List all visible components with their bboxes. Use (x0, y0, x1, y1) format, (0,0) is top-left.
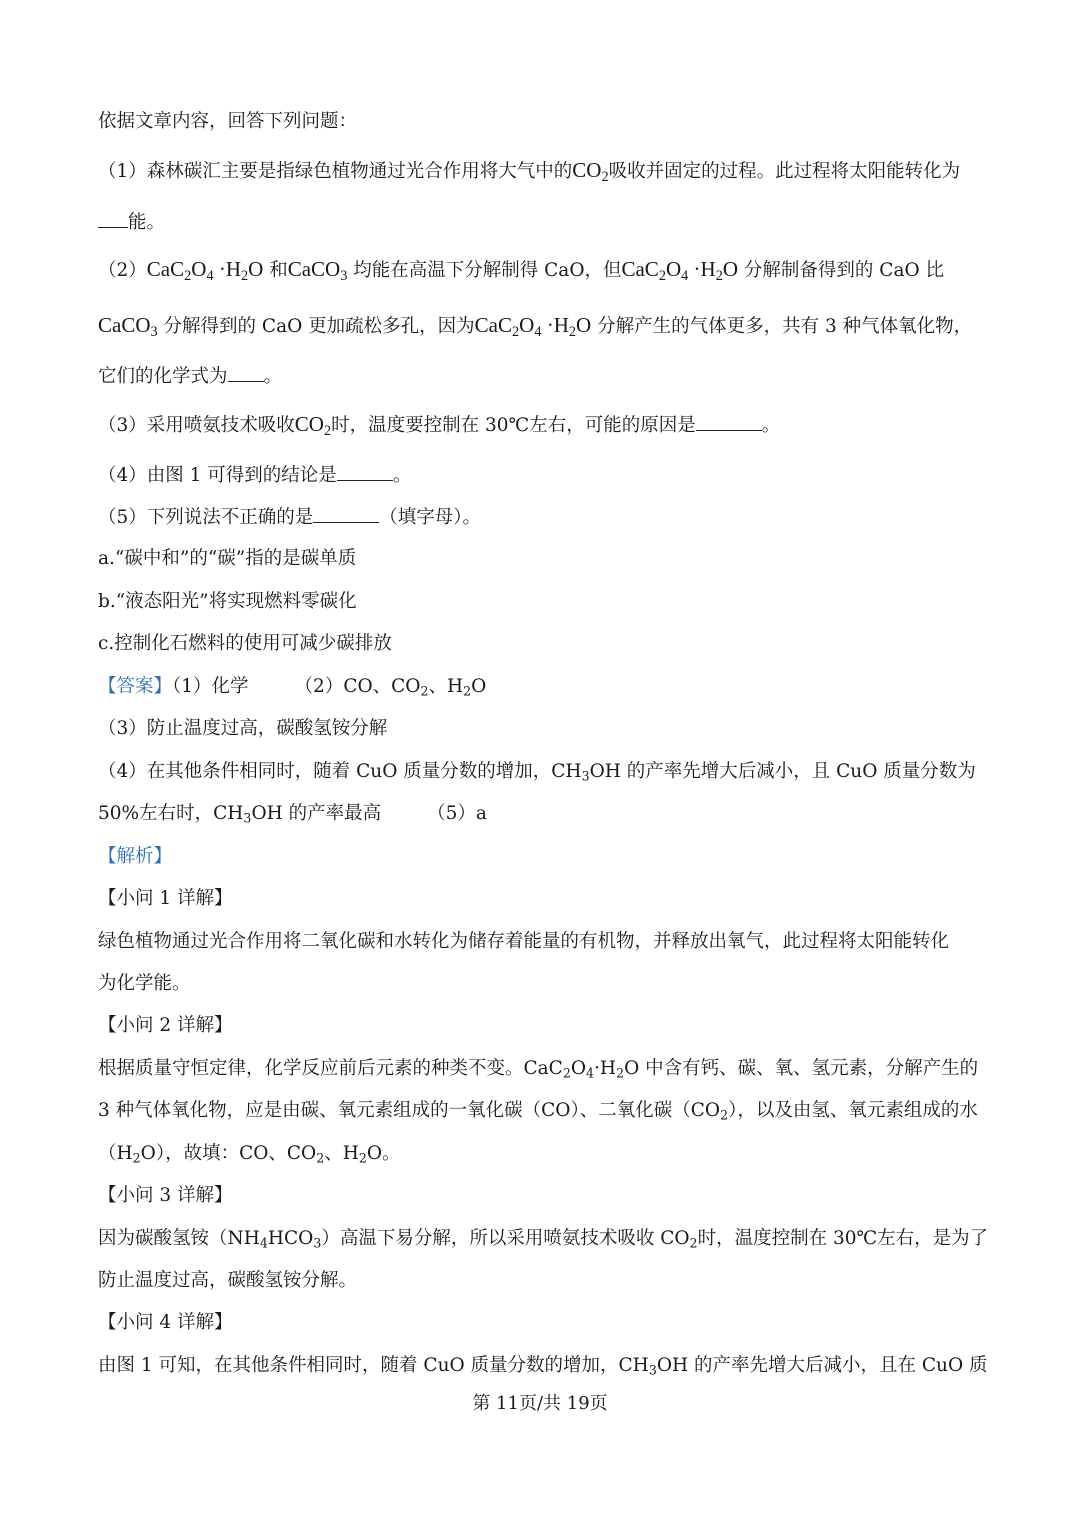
question-1-line-2: 能。 (98, 210, 988, 235)
subsection-1-title: 【小问 1 详解】 (98, 888, 233, 909)
analysis-tag: 【解析】 (98, 846, 173, 867)
answer-line-1: 【答案】（1）化学 （2）CO、$CO_2$、$H_2O$ (98, 676, 487, 699)
answer-blank (337, 463, 393, 481)
subsection-3-title: 【小问 3 详解】 (98, 1185, 233, 1206)
option-b: b.“液态阳光”将实现燃料零碳化 (98, 591, 357, 612)
answer-blank (228, 364, 264, 382)
subsection-2-title: 【小问 2 详解】 (98, 1015, 233, 1036)
question-2-line-3: 它们的化学式为 。 (98, 366, 283, 387)
intro-text: 依据文章内容，回答下列问题： (98, 111, 358, 132)
answer-line-2: （3）防止温度过高，碳酸氢铵分解 (98, 718, 388, 739)
subsection-1-line-1: 绿色植物通过光合作用将二氧化碳和水转化为储存着能量的有机物，并释放出氧气，此过程将太阳能转化 (98, 931, 950, 952)
subsection-4-title: 【小问 4 详解】 (98, 1312, 233, 1333)
subsection-2-line-1: 根据质量守恒定律，化学反应前后元素的种类不变。$CaC_2O_4\cdot H_2O$ 中含有钙、碳、氧、氢元素，分解产生的 (98, 1058, 979, 1081)
question-5: （5）下列说法不正确的是 （填字母）。 (98, 507, 482, 528)
answer-line-4: 50%左右时，$CH_3OH$ 的产率最高 （5）a (98, 803, 487, 826)
subsection-1-line-2: 为化学能。 (98, 973, 191, 994)
subsection-2-line-3: $(H_2O)$，故填：CO、$CO_2$、$H_2O$。 (98, 1143, 401, 1166)
answer-line-3: （4）在其他条件相同时，随着 CuO 质量分数的增加，$CH_3OH$ 的产率先增大后减小，且 CuO 质量分数为 (98, 761, 976, 784)
question-3: （3）采用喷氨技术吸收$CO_2$时，温度要控制在 30℃左右，可能的原因是 。 (98, 412, 781, 439)
question-2-line-1: $(2)CaC_2O_4 \cdot H_2O$ 和CaCO$_3$ 均能在高温下分解制得 CaO，但$CaC_2O_4 \cdot H_2O$ 分解制备得到的 CaO 比 (98, 257, 945, 284)
option-a: a.“碳中和”的“碳”指的是碳单质 (98, 548, 357, 569)
subsection-2-line-2: 3 种气体氧化物，应是由碳、氧元素组成的一氧化碳（CO）、二氧化碳$(CO_2)$，以及由氢、氧元素组成的水 (98, 1100, 978, 1123)
answer-blank (98, 210, 128, 228)
page-footer: 第 11页/共 19页 (472, 1393, 608, 1414)
subsection-3-line-2: 防止温度过高，碳酸氢铵分解。 (98, 1270, 358, 1291)
answer-blank (313, 505, 379, 523)
question-1-line-1: （1）森林碳汇主要是指绿色植物通过光合作用将大气中的$CO_2$吸收并固定的过程。此过程将太阳能转化为 (98, 158, 961, 185)
option-c: c.控制化石燃料的使用可减少碳排放 (98, 633, 392, 654)
subsection-4-line-1: 由图 1 可知，在其他条件相同时，随着 CuO 质量分数的增加，$CH_3OH$ 的产率先增大后减小，且在 CuO 质 (98, 1355, 988, 1378)
answer-blank (696, 413, 762, 431)
answer-tag: 【答案】 (98, 676, 173, 697)
question-4: （4）由图 1 可得到的结论是 。 (98, 465, 412, 486)
question-2-line-2: CaCO$_3$ 分解得到的 CaO 更加疏松多孔，因为$CaC_2O_4 \cdot H_2O$ 分解产生的气体更多，共有 3 种气体氧化物， (98, 313, 973, 340)
subsection-3-line-1: 因为碳酸氢铵$(NH_4HCO_3)$高温下易分解，所以采用喷氨技术吸收 $CO_2$时，温度控制在 30℃左右，是为了 (98, 1228, 989, 1251)
